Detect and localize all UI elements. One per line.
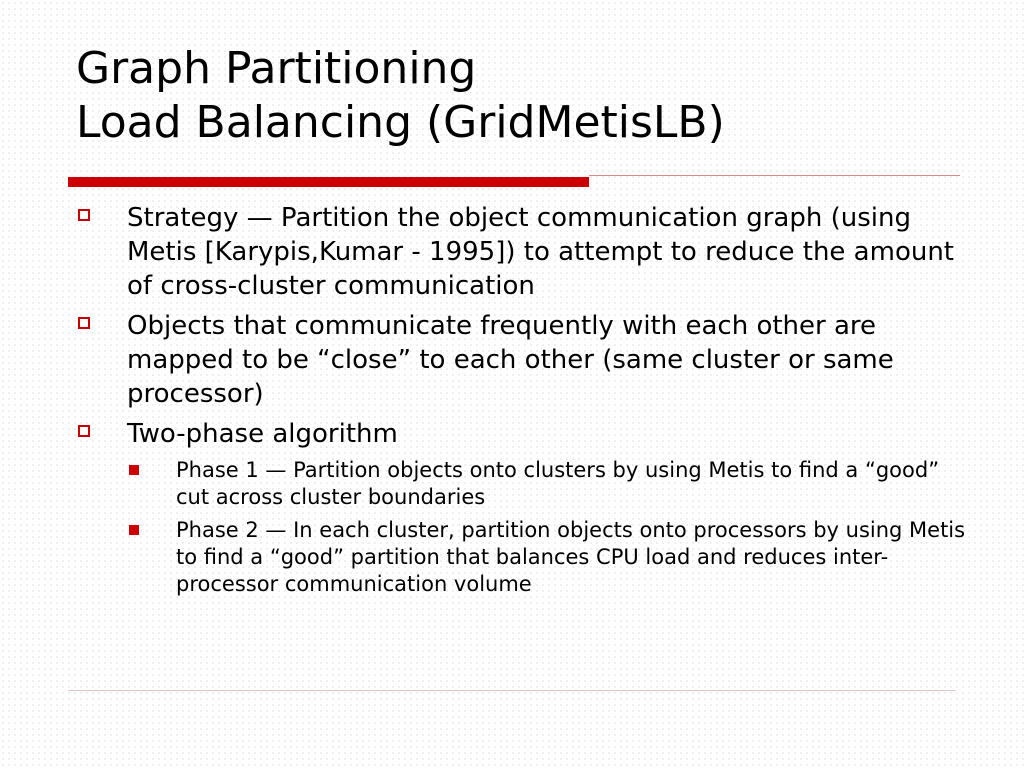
subbullet-phase-2: [127, 517, 966, 598]
filled-square-bullet-icon: [129, 525, 139, 535]
bullet-text: Strategy — Partition the object communication graph (using Metis [Karypis,Kumar - 1995]) to attempt to reduce the amount of cross-cluster communication: [127, 203, 954, 301]
bullet-strategy: [76, 201, 966, 303]
slide-title-line-2: Load Balancing (GridMetisLB): [76, 97, 725, 148]
bullet-two-phase: [76, 417, 966, 451]
title-underline-thick: [68, 177, 589, 187]
bullet-text: Two-phase algorithm: [127, 419, 398, 449]
bullet-text: Objects that communicate frequently with each other are mapped to be “close” to each other (same cluster or same processor): [127, 311, 894, 409]
slide-title: [76, 42, 976, 150]
subbullet-text: Phase 1 — Partition objects onto clusters by using Metis to find a “good” cut across cluster boundaries: [176, 458, 940, 509]
subbullet-text: Phase 2 — In each cluster, partition objects onto processors by using Metis to find a “good” partition that balances CPU load and reduces inter-processor communication volume: [176, 518, 966, 596]
subbullet-phase-1: [127, 457, 966, 511]
bullet-objects: [76, 309, 966, 411]
filled-square-bullet-icon: [129, 465, 139, 475]
hollow-square-bullet-icon: [78, 209, 90, 221]
slide-title-line-1: Graph Partitioning: [76, 43, 477, 94]
footer-divider: [68, 690, 956, 691]
title-underline-thin: [589, 175, 960, 176]
hollow-square-bullet-icon: [78, 425, 90, 437]
slide-content: [76, 201, 966, 604]
hollow-square-bullet-icon: [78, 317, 90, 329]
